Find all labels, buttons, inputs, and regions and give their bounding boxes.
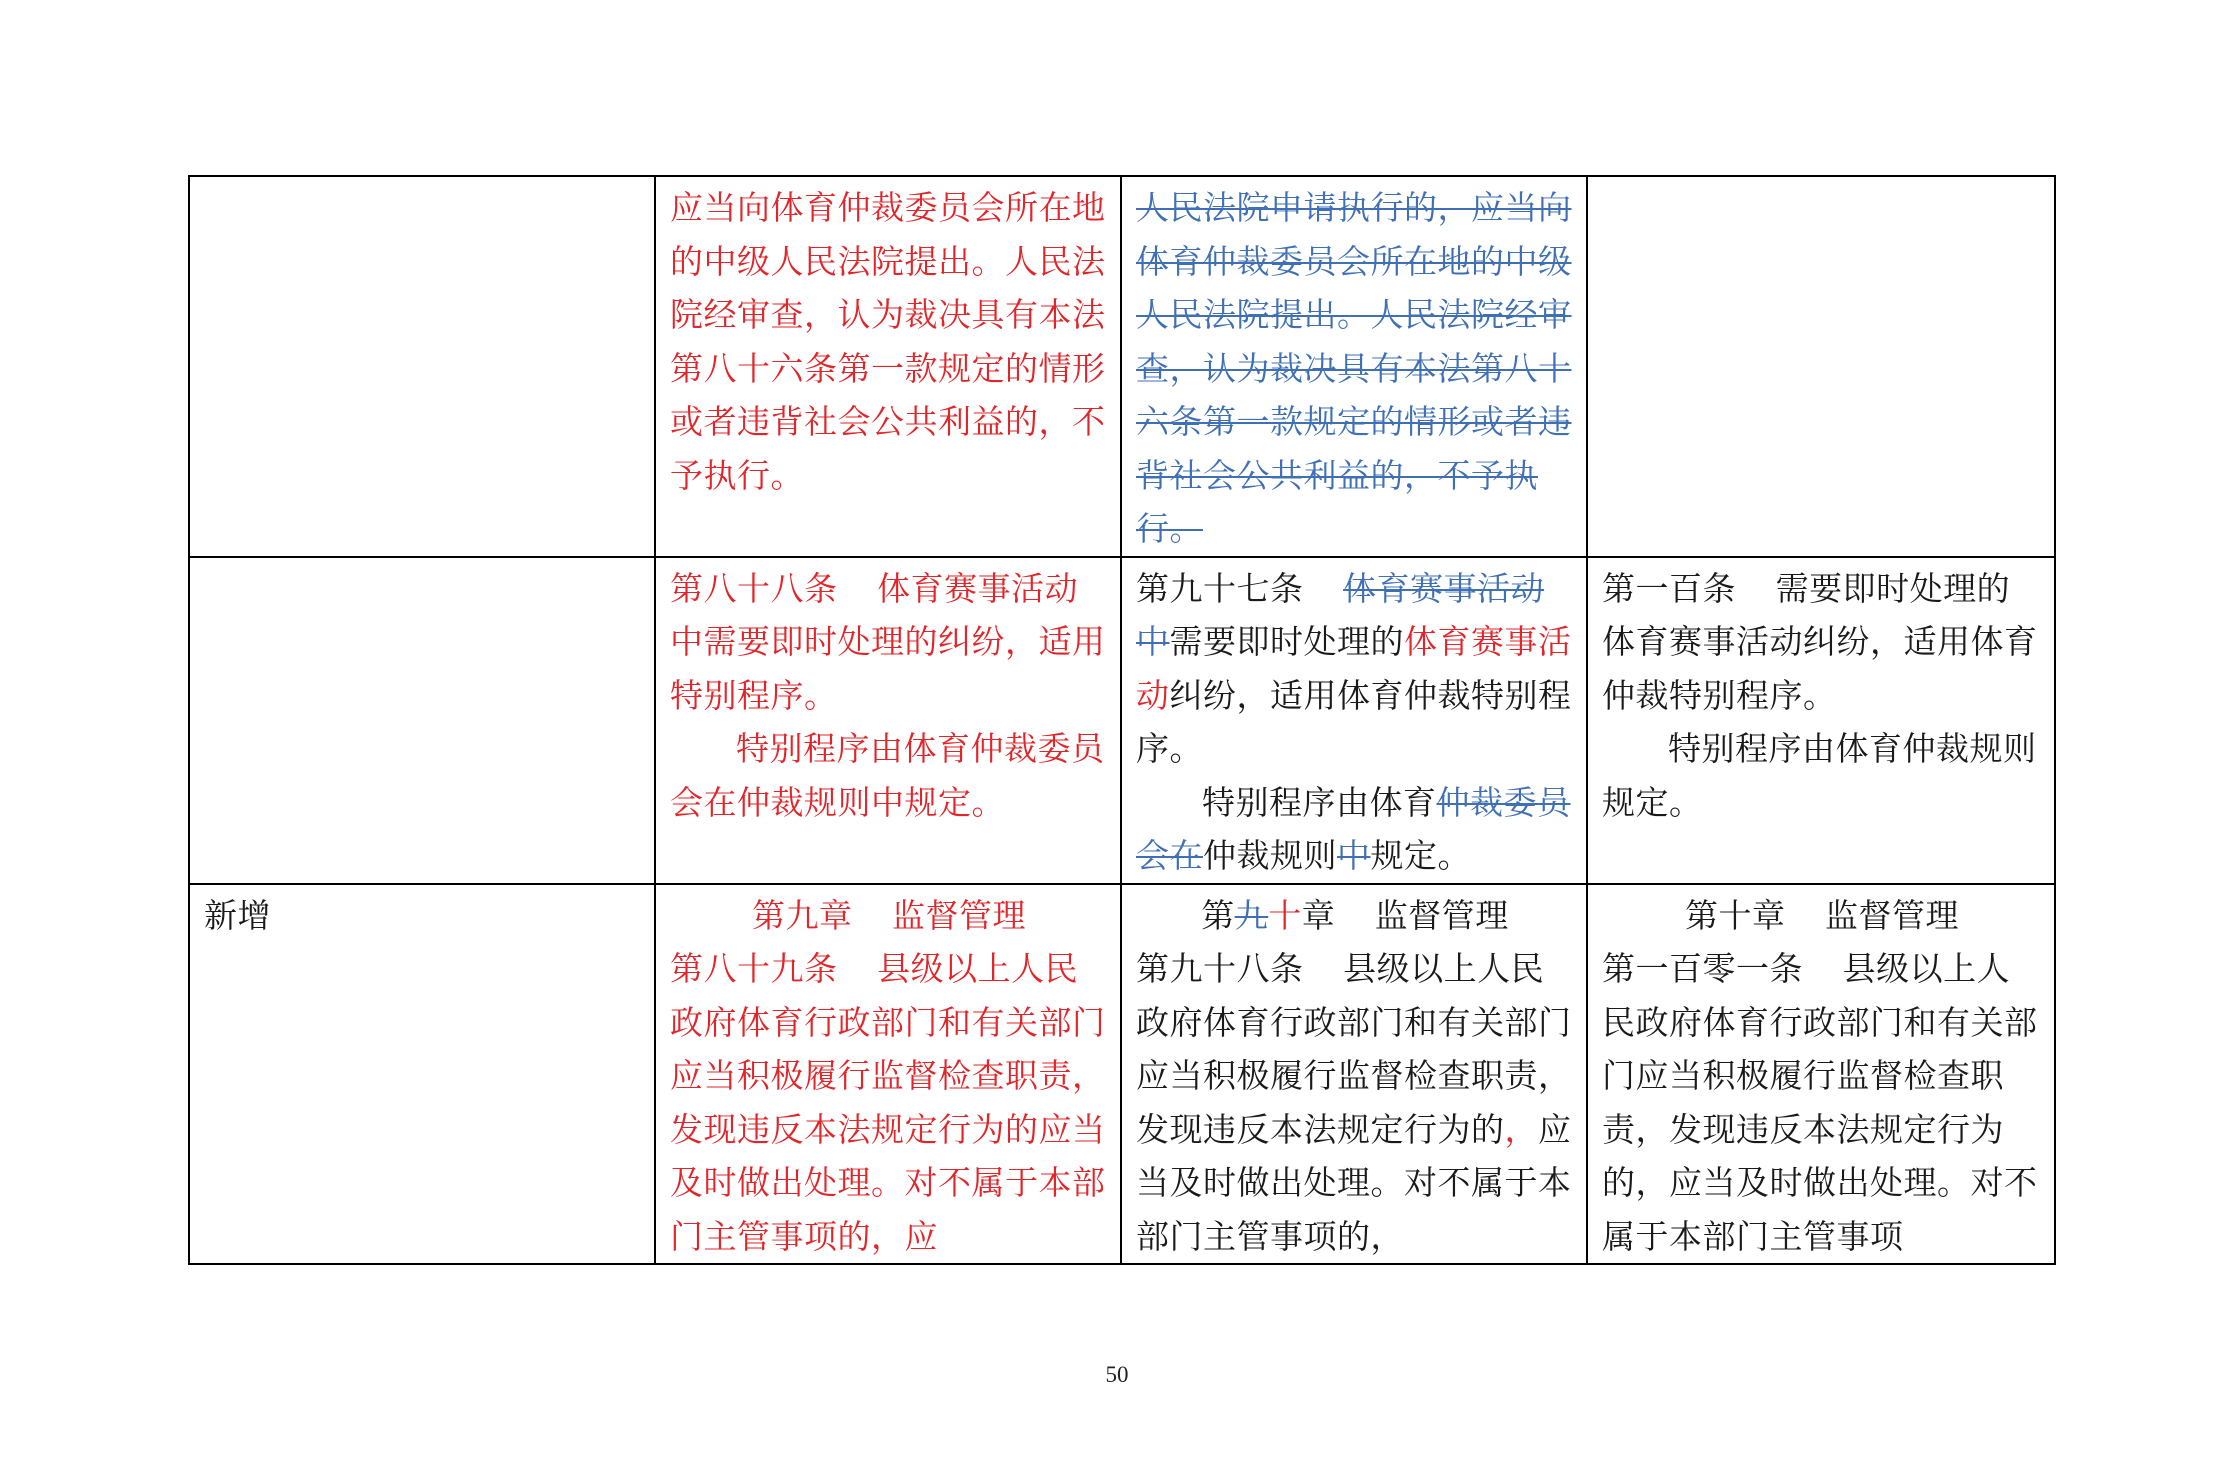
chapter-title: 监督管理	[1374, 895, 1509, 935]
article-text: 需要即时处理的	[1169, 622, 1404, 661]
row1-col3-cell	[1121, 176, 1587, 557]
page-number: 50	[1105, 1362, 1129, 1387]
deleted-text: 人民法院申请执行的，应当向体育仲裁委员会所在地的中级人民法院提出。人民法院经审查，认为裁决具有本法第八十六条第一款规定的情形或者违背社会公共利益的，不予执行。	[1136, 188, 1572, 548]
deleted-text: 九	[1234, 895, 1269, 935]
comparison-table	[188, 175, 2056, 1265]
row3-col2-cell	[655, 884, 1121, 1265]
chapter-heading	[1136, 889, 1574, 943]
chapter-title: 监督管理	[1825, 895, 1960, 935]
row3-col3-cell	[1121, 884, 1587, 1265]
table-row	[189, 884, 2055, 1265]
chapter-heading	[670, 889, 1108, 943]
row1-col4-cell	[1587, 176, 2055, 557]
article-text: 仲裁规则	[1203, 836, 1337, 875]
added-text: 应当向体育仲裁委员会所在地的中级人民法院提出。人民法院经审查，认为裁决具有本法第八十六条第一款规定的情形或者违背社会公共利益的，不予执行。	[670, 188, 1106, 495]
article-paragraph: 特别程序由体育仲裁委员会在仲裁规则中规定。	[670, 729, 1105, 822]
inserted-text: ，	[1504, 1109, 1538, 1149]
deleted-text: 仲裁委员会在	[1136, 782, 1571, 875]
article-text: 县级以上人民政府体育行政部门和有关部门应当积极履行监督检查职责，发现违反本法规定行为的	[1136, 949, 1572, 1149]
article-number: 第一百条	[1602, 568, 1736, 608]
article-paragraph: 特别程序由体育仲裁规则规定。	[1602, 729, 2037, 822]
article-text: 应当及时做出处理。对不属于本部门主管事项的，	[1136, 1109, 1572, 1256]
chapter-text: 第	[1201, 895, 1235, 935]
deleted-text: 体育赛事活动中	[1136, 568, 1545, 661]
article-text: 需要即时处理的体育赛事活动纠纷，适用体育仲裁特别程序。	[1602, 568, 2038, 715]
row1-col1-cell	[189, 176, 655, 557]
row2-col4-cell	[1587, 557, 2055, 884]
article-number: 第一百零一条	[1602, 949, 1803, 988]
chapter-title: 监督管理	[892, 895, 1027, 935]
article-text: 规定。	[1370, 836, 1471, 875]
article-text: 县级以上人民政府体育行政部门和有关部门应当积极履行监督检查职责，发现违反本法规定行为的应当及时做出处理。对不属于本部门主管事项的，应	[670, 949, 1106, 1256]
article-number: 第八十九条	[670, 949, 838, 988]
article-paragraph	[1136, 776, 1574, 883]
article-text: 体育赛事活动中需要即时处理的纠纷，适用特别程序。	[670, 568, 1106, 715]
article-number: 第八十八条	[670, 568, 838, 608]
row1-col2-cell	[655, 176, 1121, 557]
row2-col2-cell	[655, 557, 1121, 884]
row2-col1-cell	[189, 557, 655, 884]
inserted-text: 体育赛事活动	[1136, 622, 1572, 715]
article-text: 纠纷，适用体育仲裁特别程序。	[1136, 675, 1572, 768]
article-text: 县级以上人民政府体育行政部门和有关部门应当积极履行监督检查职责，发现违反本法规定行为的，应当及时做出处理。对不属于本部门主管事项	[1602, 949, 2038, 1256]
chapter-number: 第九章	[751, 895, 853, 935]
row3-col1-cell: 新增	[189, 884, 655, 1265]
article-text: 特别程序由体育	[1202, 782, 1437, 822]
article-number: 第九十八条	[1136, 949, 1304, 988]
deleted-text: 中	[1337, 836, 1371, 875]
row3-col4-cell	[1587, 884, 2055, 1265]
chapter-text: 章	[1301, 895, 1336, 935]
inserted-text: 十	[1268, 895, 1302, 935]
article-number: 第九十七条	[1136, 568, 1304, 608]
chapter-number: 第十章	[1684, 895, 1786, 935]
table-row	[189, 176, 2055, 557]
row2-col3-cell	[1121, 557, 1587, 884]
chapter-heading	[1602, 889, 2042, 943]
table-row	[189, 557, 2055, 884]
